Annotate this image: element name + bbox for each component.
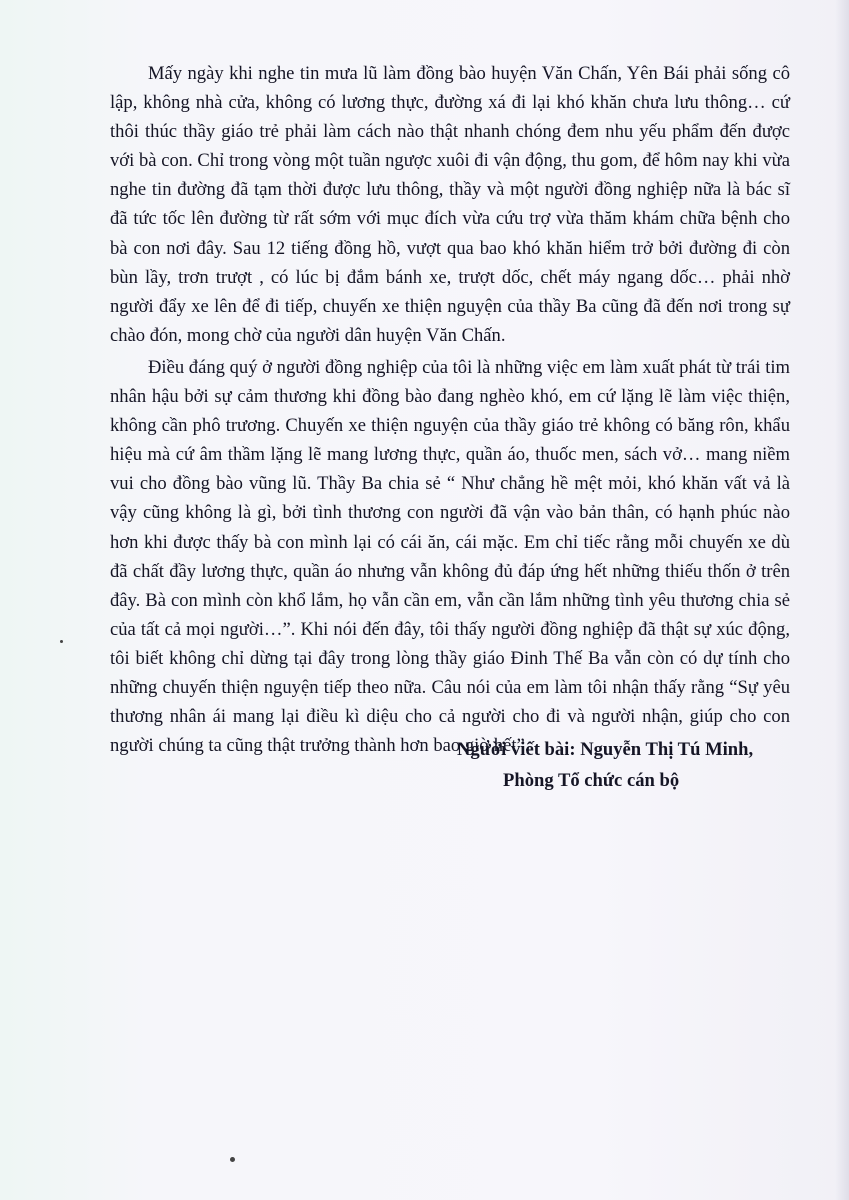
paragraph-2: Điều đáng quý ở người đồng nghiệp của tôi là những việc em làm xuất phát từ trái tim nhân hậu bởi sự cảm thương khi đồng bào đang nghèo khó, em cứ lặng lẽ làm việc thiện, không cần phô trương. Chuyến xe thiện nguyện của thầy giáo trẻ không có băng rôn, khẩu hiệu mà cứ âm thầm lặng lẽ mang lương thực, quần áo, thuốc men, sách vở… mang niềm vui cho đồng bào vũng lũ. Thầy Ba chia sẻ “ Như chẳng hề mệt mỏi, khó khăn vất vả là vậy cũng không là gì, bởi tình thương con người đã vận vào bản thân, có hạnh phúc nào hơn khi được thấy bà con mình lại có cái ăn, cái mặc. Em chỉ tiếc rằng mỗi chuyến xe dù đã chất đầy lương thực, quần áo nhưng vẫn không đủ đáp ứng hết những thiếu thốn ở trên đây. Bà con mình còn khổ lắm, họ vẫn cần em, vẫn cần lắm những tình yêu thương chia sẻ của tất cả mọi người…”. Khi nói đến đây, tôi thấy người đồng nghiệp đã thật sự xúc động, tôi biết không chỉ dừng tại đây trong lòng thầy giáo Đinh Thế Ba vẫn còn có dự tính cho những chuyến thiện nguyện tiếp theo nữa. Câu nói của em làm tôi nhận thấy rằng “Sự yêu thương nhân ái mang lại điều kì diệu cho cả người cho đi và người nhận, giúp cho con người chúng ta cũng thật trưởng thành hơn bao giờ hết”. [110, 356, 790, 757]
page-edge-shadow [835, 0, 849, 1200]
scan-speck [230, 1157, 235, 1162]
department-line: Phòng Tổ chức cán bộ [503, 770, 680, 791]
scan-speck [60, 640, 63, 643]
article-body [110, 59, 790, 760]
author-line: Người viết bài: Nguyễn Thị Tú Minh, [457, 739, 754, 760]
paragraph-1: Mấy ngày khi nghe tin mưa lũ làm đồng bào huyện Văn Chấn, Yên Bái phải sống cô lập, không nhà cửa, không có lương thực, đường xá đi lại khó khăn chưa lưu thông… cứ thôi thúc thầy giáo trẻ phải làm cách nào thật nhanh chóng đem nhu yếu phẩm đến được với bà con. Chỉ trong vòng một tuần ngược xuôi đi vận động, thu gom, để hôm nay khi vừa nghe tin đường đã tạm thời được lưu thông, thầy và một người đồng nghiệp nữa là bác sĩ đã tức tốc lên đường từ rất sớm với mục đích vừa cứu trợ vừa thăm khám chữa bệnh cho bà con nơi đây. Sau 12 tiếng đồng hồ, vượt qua bao khó khăn hiểm trở bởi đường đi còn bùn lầy, trơn trượt , có lúc bị đắm bánh xe, trượt dốc, chết máy ngang dốc… phải nhờ người đẩy xe lên để đi tiếp, chuyến xe thiện nguyện của thầy Ba cũng đã đến nơi trong sự chào đón, mong chờ của người dân huyện Văn Chấn. [110, 63, 790, 346]
